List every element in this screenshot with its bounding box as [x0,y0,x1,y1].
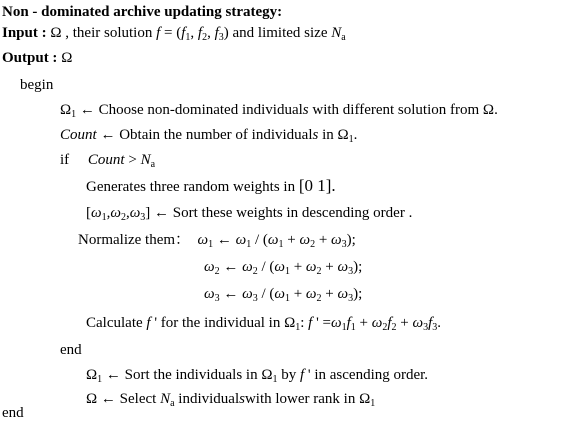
normalize-step-3 [204,284,362,304]
l5-close: ] [145,205,151,221]
l2-sub: 1 [348,134,354,145]
norm3-lhs-sub: 3 [214,293,220,304]
l5-w1-sub: 1 [101,212,107,223]
input-N-sub: a [341,32,346,43]
input-text-a: Ω , their solution [50,25,153,41]
input-f1: f [181,25,186,41]
norm2-a: ω [274,259,285,275]
l1-text: Choose non-dominated individual [98,102,303,118]
calc-f1-sub: 1 [350,322,356,333]
l2-text: Obtain the number of individual [119,127,313,143]
step-sort-weights: $[\omega_1,\omega_2,\omega_3]$ ← Sort these weights in descending order . [86,205,413,223]
calc-f2: f [308,315,313,331]
algorithm-title: Non - dominated archive updating strategy: [2,4,283,20]
select-omega: Ω [86,391,98,407]
if-N: N [140,152,151,168]
norm1-num-sub: 1 [246,239,252,250]
l1-omega-sub: 1 [71,109,77,120]
sort-sub: 1 [272,374,278,385]
norm2-num: ω [242,259,253,275]
norm1-lhs: ω [197,232,209,248]
norm3-lhs: ω [204,286,215,302]
norm3-a: ω [274,286,285,302]
norm3-end: ); [353,286,363,302]
sort-omega: Ω [86,367,98,383]
norm3-b: ω [305,286,317,302]
step-choose-nondominated [60,100,498,120]
l5-w3: ω [129,205,141,221]
l4-text: Generates three random weights in [86,179,296,195]
input-text-b: and limited size [232,25,328,41]
l5-w2-sub: 2 [120,212,126,223]
calc-plus1: + [359,315,368,331]
norm2-a-sub: 1 [284,266,290,277]
input-f2: f [197,25,203,41]
l1-s: s [302,102,309,118]
norm1-arrow: ← [216,232,232,248]
norm2-arrow: ← [223,259,239,275]
input-close: ) [223,25,229,41]
calc-f1: f [346,315,351,331]
if-keyword: if [60,152,70,168]
norm2-lhs: ω [204,259,215,275]
calc-colon: : [300,315,305,331]
l2-count: Count [60,127,97,143]
input-label: Input : [2,25,47,41]
norm3-num: ω [242,286,253,302]
if-N-sub: a [150,159,156,170]
l2-dot: . [353,127,358,143]
select-s: s [239,391,245,407]
calc-f3-sub: 3 [432,322,438,333]
calc-f: f [146,315,151,331]
norm3-div: / ( [261,286,275,302]
l5-w1: ω [91,205,102,221]
sort-text2: by [281,367,297,383]
calc-prime: ' [150,315,158,331]
calc-text: Calculate [86,315,143,331]
norm1-c: ω [331,232,342,248]
norm1-b: ω [299,232,311,248]
calc-w2: ω [371,315,383,331]
norm-label: Normalize them： [78,232,191,248]
l1-text2: with different solution from Ω. [312,102,498,118]
sort-text3: in ascending order. [314,367,429,383]
input-line [2,23,346,43]
calc-plus2: + [400,315,409,331]
norm1-plus2: + [318,232,328,248]
sort-prime: ' [304,367,311,383]
l2-s: s [312,127,319,143]
norm2-div: / ( [261,259,275,275]
norm1-num: ω [235,232,247,248]
l5-text: ← Sort these weights in descending order . [154,205,413,221]
l1-omega: Ω [60,102,72,118]
output-label: Output : [2,50,58,66]
output-line [2,48,72,68]
normalize-step-1 [78,230,356,250]
input-comma1: , [190,25,195,41]
norm1-a-sub: 1 [278,239,284,250]
input-N: N [331,25,342,41]
input-eq-open: = ( [164,25,182,41]
norm2-plus1: + [293,259,303,275]
step-sort-individuals [86,365,428,385]
calc-f3: f [428,315,433,331]
l5-open: [ [86,205,91,221]
calc-w1: ω [331,315,342,331]
norm3-plus2: + [325,286,334,302]
select-N-sub: a [170,398,175,409]
norm1-c-sub: 3 [341,239,347,250]
norm3-arrow: ← [223,286,239,302]
input-sub1: 1 [185,32,191,43]
calc-sub: 1 [295,322,301,333]
norm3-b-sub: 2 [316,293,322,304]
norm2-lhs-sub: 2 [214,266,220,277]
calc-w2-sub: 2 [382,322,388,333]
norm3-c: ω [337,286,349,302]
if-gt: > [128,152,137,168]
select-text2: individual [178,391,240,407]
norm2-b: ω [305,259,317,275]
calc-w3: ω [412,315,424,331]
input-sub3: 3 [218,32,224,43]
norm3-a-sub: 1 [284,293,290,304]
norm2-c: ω [337,259,349,275]
norm2-end: ); [353,259,363,275]
l5-w2: ω [110,205,121,221]
sort-text: Sort the individuals in Ω [124,367,273,383]
calc-eq: ' = [312,315,331,331]
end-if-keyword: end [60,342,82,358]
l5-w3-sub: 3 [140,212,146,223]
l1-arrow: ← [79,102,95,118]
input-comma2: , [207,25,211,41]
norm1-plus1: + [287,232,296,248]
norm1-b-sub: 2 [310,239,316,250]
norm1-lhs-sub: 1 [208,239,214,250]
if-condition [60,150,155,170]
select-text: Select [119,391,157,407]
sort-arrow: ← [105,367,121,383]
norm1-a: ω [267,232,279,248]
norm2-num-sub: 2 [252,266,258,277]
calc-dot: . [437,315,441,331]
input-f: f [156,25,161,41]
step-count [60,125,357,145]
output-value: Ω [61,50,73,66]
l2-text2: in Ω [322,127,349,143]
norm1-div: / ( [254,232,268,248]
select-text3: with lower rank in Ω [244,391,371,407]
normalize-step-2 [204,257,362,277]
step-select [86,389,375,409]
select-N: N [160,391,171,407]
select-arrow: ← [100,391,116,407]
norm2-c-sub: 3 [348,266,354,277]
sort-f: f [299,367,305,383]
select-sub: 1 [370,398,376,409]
if-count: Count [87,152,125,168]
calc-w3-sub: 3 [423,322,429,333]
calc-text2: for the individual in Ω [160,315,296,331]
norm3-c-sub: 3 [348,293,354,304]
norm3-plus1: + [293,286,303,302]
l2-arrow: ← [100,127,116,143]
l4-interval: [0 1]. [298,176,336,195]
calc-f2b-sub: 2 [391,322,397,333]
norm2-plus2: + [325,259,334,275]
end-keyword: end [2,405,24,421]
step-generate-weights [86,176,336,197]
calc-f2b: f [387,315,392,331]
norm1-end: ); [346,232,356,248]
calc-w1-sub: 1 [341,322,347,333]
norm3-num-sub: 3 [252,293,258,304]
norm2-b-sub: 2 [316,266,322,277]
step-calculate-f-prime [86,313,441,333]
sort-omega-sub: 1 [97,374,103,385]
begin-keyword: begin [20,77,54,93]
input-sub2: 2 [202,32,208,43]
input-f3: f [214,25,219,41]
